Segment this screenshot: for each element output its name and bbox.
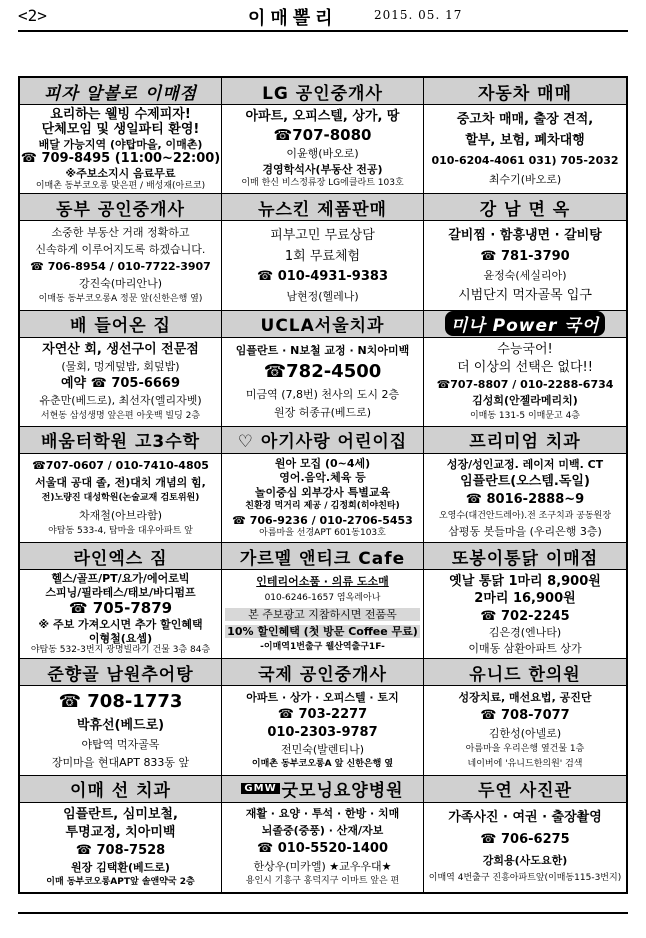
- ad-line: ※ 주보 가져오시면 추가 할인혜택: [38, 617, 203, 631]
- ad-line: 영어.음악.체육 등: [279, 471, 366, 485]
- ad-baeumteo-academy: [20, 427, 222, 543]
- ad-line: 스피닝/필라테스/태보/바디펌프: [45, 585, 196, 599]
- ad-line: 배달 가능지역 (야탑마을, 이매촌): [38, 137, 203, 151]
- ad-title: 준향골 남원추어탕: [20, 659, 221, 686]
- ad-junhyanggol-chueotang: [20, 659, 222, 775]
- ad-title: 배 들어온 집: [20, 311, 221, 338]
- ad-ucla-dental: [222, 311, 424, 427]
- ad-title: ♡ 아기사랑 어린이집: [222, 427, 423, 454]
- ad-title: 피자 알볼로 이매점: [20, 78, 221, 105]
- ad-good-morning-hospital: [222, 776, 424, 892]
- ad-phone: ☎ 8016-2888~9: [465, 492, 585, 508]
- ad-dongbu-realty: [20, 194, 222, 310]
- ad-phone: ☎ 010-5520-1400: [256, 840, 388, 856]
- ad-line: 인테리어소품 · 의류 도소매: [256, 575, 389, 589]
- ad-address: -이매역1번출구 웰산역출구1F-: [260, 642, 385, 653]
- ad-nuskin: [222, 194, 424, 310]
- ad-line: 더 이상의 선택은 없다!!: [457, 359, 593, 375]
- ad-line: 이윤행(바오로): [286, 146, 359, 160]
- ad-address: 서현동 삼성생명 앞은편 아웃백 빌딩 2층: [40, 410, 201, 421]
- ad-car-trade: [424, 78, 626, 194]
- ad-address: 이매동 131-5 이매문고 4층: [469, 410, 580, 421]
- ad-address: 이매동 동부코오롱A 정문 앞(신한은행 옆): [38, 293, 203, 304]
- header-rule: [18, 30, 628, 32]
- ad-line: 피부고민 무료상담: [270, 227, 375, 243]
- ad-title: UCLA서울치과: [222, 311, 423, 338]
- ad-line: 강진숙(마리안나): [79, 276, 162, 290]
- ad-title: 또봉이통닭 이매점: [424, 543, 626, 570]
- ad-address: 이매역 4번출구 진흥아파트앞(이매동115-3번지): [428, 873, 622, 884]
- ad-title: 자동차 매매: [424, 78, 626, 105]
- ad-line: 차재철(아브라함): [79, 508, 162, 522]
- ad-phone: ☎ 708-7077: [480, 708, 570, 724]
- ad-gangnam-myeonok: [424, 194, 626, 310]
- ad-line: 친환경 먹거리 제공 / 김정희(히야친타): [245, 500, 400, 511]
- ad-phone: ☎ 706-8954 / 010-7722-3907: [30, 259, 211, 273]
- ad-title: [222, 776, 423, 803]
- ad-line: 임플란트, 심미보철,: [63, 806, 178, 822]
- ad-duyeon-photo: [424, 776, 626, 892]
- ad-line: 단체모임 및 생일파티 환영!: [41, 122, 200, 138]
- ad-phone: ☎ 702-2245: [480, 608, 570, 624]
- page-header: [18, 4, 628, 28]
- ad-line: 재활 · 요양 · 투석 · 한방 · 치매: [245, 807, 400, 821]
- ad-gukje-realty: [222, 659, 424, 775]
- ad-line: 강희용(사도요한): [482, 853, 568, 867]
- ad-title-text: 굿모닝요양병원: [281, 781, 404, 802]
- ad-line: 가족사진 · 여권 · 출장촬영: [448, 810, 602, 826]
- ad-pizza-alvolo: [20, 78, 222, 194]
- ad-line-x-gym: [20, 543, 222, 659]
- ad-ttobongi-chicken: [424, 543, 626, 659]
- ad-title: 동부 공인중개사: [20, 194, 221, 221]
- ad-line: 뇌졸중(중풍) · 산재/자보: [261, 824, 384, 838]
- ad-premium-dental: [424, 427, 626, 543]
- ad-line: 본 주보광고 지참하시면 전품목: [225, 608, 420, 621]
- newsletter-title: 이매뽈리: [248, 8, 338, 29]
- ad-line: 성장/성인교정. 레이저 미백. CT: [446, 458, 604, 472]
- ad-address: 장미마을 현대APT 833동 앞: [51, 755, 190, 769]
- ad-unid-oriental-clinic: [424, 659, 626, 775]
- ad-line: 소중한 부동산 거래 정확하고: [51, 226, 190, 240]
- ad-address: 이매촌 동부코오롱A 앞 신한은행 옆: [251, 759, 394, 770]
- ad-line: 오영수(대건안드레아).전 조구치과 공동원장: [438, 510, 612, 521]
- ad-line: 원장 김택환(베드로): [71, 860, 170, 874]
- ad-line: 김한성(아넬로): [488, 727, 562, 741]
- ad-line: 요리하는 웰빙 수제피자!: [50, 106, 191, 122]
- ad-title: 국제 공인중개사: [222, 659, 423, 686]
- ad-phone: ☎707-0607 / 010-7410-4805: [32, 459, 209, 473]
- ad-phone: ☎707-8080: [273, 125, 372, 144]
- ad-title: 라인엑스 짐: [20, 543, 221, 570]
- ad-line: 옛날 통닭 1마리 8,900원: [449, 573, 601, 589]
- ad-line: 한상우(미카엘) ★교우우대★: [253, 859, 392, 873]
- power-logo: 미나 Power 국어: [445, 311, 605, 336]
- ad-phone: ☎ 709-8495 (11:00~22:00): [20, 151, 221, 167]
- ad-title: 배움터학원 고3수학: [20, 427, 221, 454]
- ad-line: 임플란트 · N보철 교정 · N치아미백: [235, 344, 410, 358]
- ad-address: 이매동 삼환아파트 상가: [468, 641, 582, 655]
- ad-line: 갈비찜 · 함흥냉면 · 갈비탕: [448, 227, 602, 243]
- ad-title: 가르멜 앤티크 Cafe: [222, 543, 423, 570]
- ad-line: 최수기(바오로): [488, 173, 562, 187]
- ad-title: 이매 선 치과: [20, 776, 221, 803]
- ad-line: 투명교정, 치아미백: [65, 824, 176, 840]
- ad-phone: ☎782-4500: [263, 361, 382, 383]
- ad-agisarang-daycare: [222, 427, 424, 543]
- issue-date: 2015. 05. 17: [374, 8, 463, 22]
- ad-title: 유니드 한의원: [424, 659, 626, 686]
- ad-phone: ☎ 706-9236 / 010-2706-5453: [232, 513, 413, 527]
- ad-phone: 010-6246-1657 염옥레아나: [264, 592, 381, 603]
- ad-line: 헬스/골프/PT/요가/에어로빅: [51, 572, 190, 586]
- ad-title: 뉴스킨 제품판매: [222, 194, 423, 221]
- ad-title: [424, 311, 626, 338]
- ad-line: 윤정숙(세실리아): [483, 269, 567, 283]
- ad-line: 유춘만(베드로), 최선자(엘리자벳): [39, 394, 202, 408]
- ad-line: 2마리 16,900원: [474, 591, 576, 607]
- ad-line: 전)노량진 대성학원(논술교재 검토위원): [41, 493, 200, 504]
- ad-phone: ☎707-8807 / 010-2288-6734: [436, 378, 614, 392]
- ad-title: 프리미엄 치과: [424, 427, 626, 454]
- hospital-logo: GMW: [241, 783, 279, 794]
- ad-phone: ☎ 708-7528: [75, 842, 166, 858]
- ad-line: 아파트, 오피스텔, 상가, 땅: [245, 108, 400, 124]
- ad-phone: 예약 ☎ 705-6669: [60, 376, 181, 392]
- page-number: <2>: [18, 6, 47, 25]
- ad-phone: ☎ 708-1773: [58, 691, 183, 713]
- ad-imae-sun-dental: [20, 776, 222, 892]
- ad-line: 김은경(엔나타): [488, 626, 562, 640]
- ad-line: 10% 할인혜택 (첫 방문 Coffee 무료): [225, 625, 420, 638]
- ad-line: 1회 무료체험: [284, 248, 361, 264]
- ad-line: 수능국어!: [497, 341, 553, 357]
- ad-line: 원아 모집 (0~4세): [274, 456, 371, 470]
- ad-phone: ☎ 703-2277: [277, 706, 368, 722]
- ad-line: 아파트 · 상가 · 오피스텔 · 토지: [246, 690, 399, 704]
- ad-line: 경영학석사(부동산 전공): [262, 162, 383, 176]
- ad-phone: 010-6204-4061 031) 705-2032: [431, 154, 619, 168]
- ad-address: 이매 동부코오롱APT앞 솔앤약국 2층: [46, 876, 195, 887]
- ad-title: LG 공인중개사: [222, 78, 423, 105]
- ad-address: 야탑동 533-4, 탑마을 대우아파트 앞: [48, 525, 193, 536]
- ad-line: 이형철(요셉): [88, 631, 153, 645]
- ad-address: 삼평동 봇들마을 (우리은행 3층): [448, 524, 602, 538]
- ad-line: 미금역 (7,8번) 천사의 도시 2층: [245, 387, 400, 401]
- ad-lg-realty: [222, 78, 424, 194]
- ad-line: 전민숙(발렌티나): [281, 743, 364, 757]
- ad-phone: ☎ 781-3790: [480, 248, 570, 264]
- ad-title: 두연 사진관: [424, 776, 626, 803]
- ad-line: 박휴선(베드로): [76, 717, 165, 733]
- ad-line: 중고차 매매, 출장 견적,: [456, 112, 594, 128]
- ad-line: 할부, 보험, 폐차대행: [465, 133, 585, 149]
- ad-address: 용인시 기흥구 홍덕지구 이마트 앞은 편: [245, 876, 400, 887]
- ad-line: ※주보소지시 음료무료: [65, 167, 176, 181]
- ad-address: 야탑동 532-3번지 광명빌라기 건물 3층 84층: [30, 645, 211, 656]
- ad-line: 놀이중심 외부강사 특별교육: [254, 486, 391, 500]
- footer-rule: [18, 912, 628, 914]
- ad-line: 신속하게 이루어지도록 하겠습니다.: [35, 243, 206, 257]
- ad-line: 자연산 회, 생선구이 전문점: [42, 341, 199, 357]
- ad-address: 이매촌 동부코오롱 맞은편 / 배성재(아르코): [35, 180, 206, 191]
- ad-line: 서울대 공대 졸, 전)대치 개념의 힘,: [35, 476, 206, 490]
- ad-line: 아름마을 우리은행 옆건물 1층: [465, 743, 585, 754]
- ad-line: (물회, 멍게덮밥, 회덮밥): [61, 359, 180, 373]
- ad-phone: 010-2303-9787: [267, 725, 378, 741]
- ad-line: 성장치료, 매선요법, 공진단: [458, 691, 592, 705]
- ad-line: 김성희(안젤라메리치): [472, 394, 578, 408]
- ad-line: 시범단지 먹자골목 입구: [458, 287, 592, 303]
- ad-grid: [18, 76, 628, 894]
- ad-phone: ☎ 705-7879: [68, 598, 173, 617]
- ad-title: 강 남 면 옥: [424, 194, 626, 221]
- ad-bae-restaurant: [20, 311, 222, 427]
- ad-phone: ☎ 706-6275: [480, 832, 570, 848]
- ad-line: 야탑역 먹자골목: [81, 737, 160, 751]
- ad-carmel-antique-cafe: [222, 543, 424, 659]
- ad-address: 아름마을 선경APT 601동103호: [259, 528, 386, 539]
- ad-phone: ☎ 010-4931-9383: [256, 269, 388, 285]
- ad-mina-power-korean: [424, 311, 626, 427]
- ad-line: 임플란트(오스템.독일): [460, 474, 590, 490]
- ad-address: 이매 한신 비스정류장 LG에클라트 103호: [241, 178, 404, 189]
- ad-line: 네이버에 '유니드한의원' 검색: [467, 758, 583, 769]
- ad-line: 남현정(헬레나): [286, 289, 359, 303]
- ad-line: 원장 허종규(베드로): [273, 406, 372, 420]
